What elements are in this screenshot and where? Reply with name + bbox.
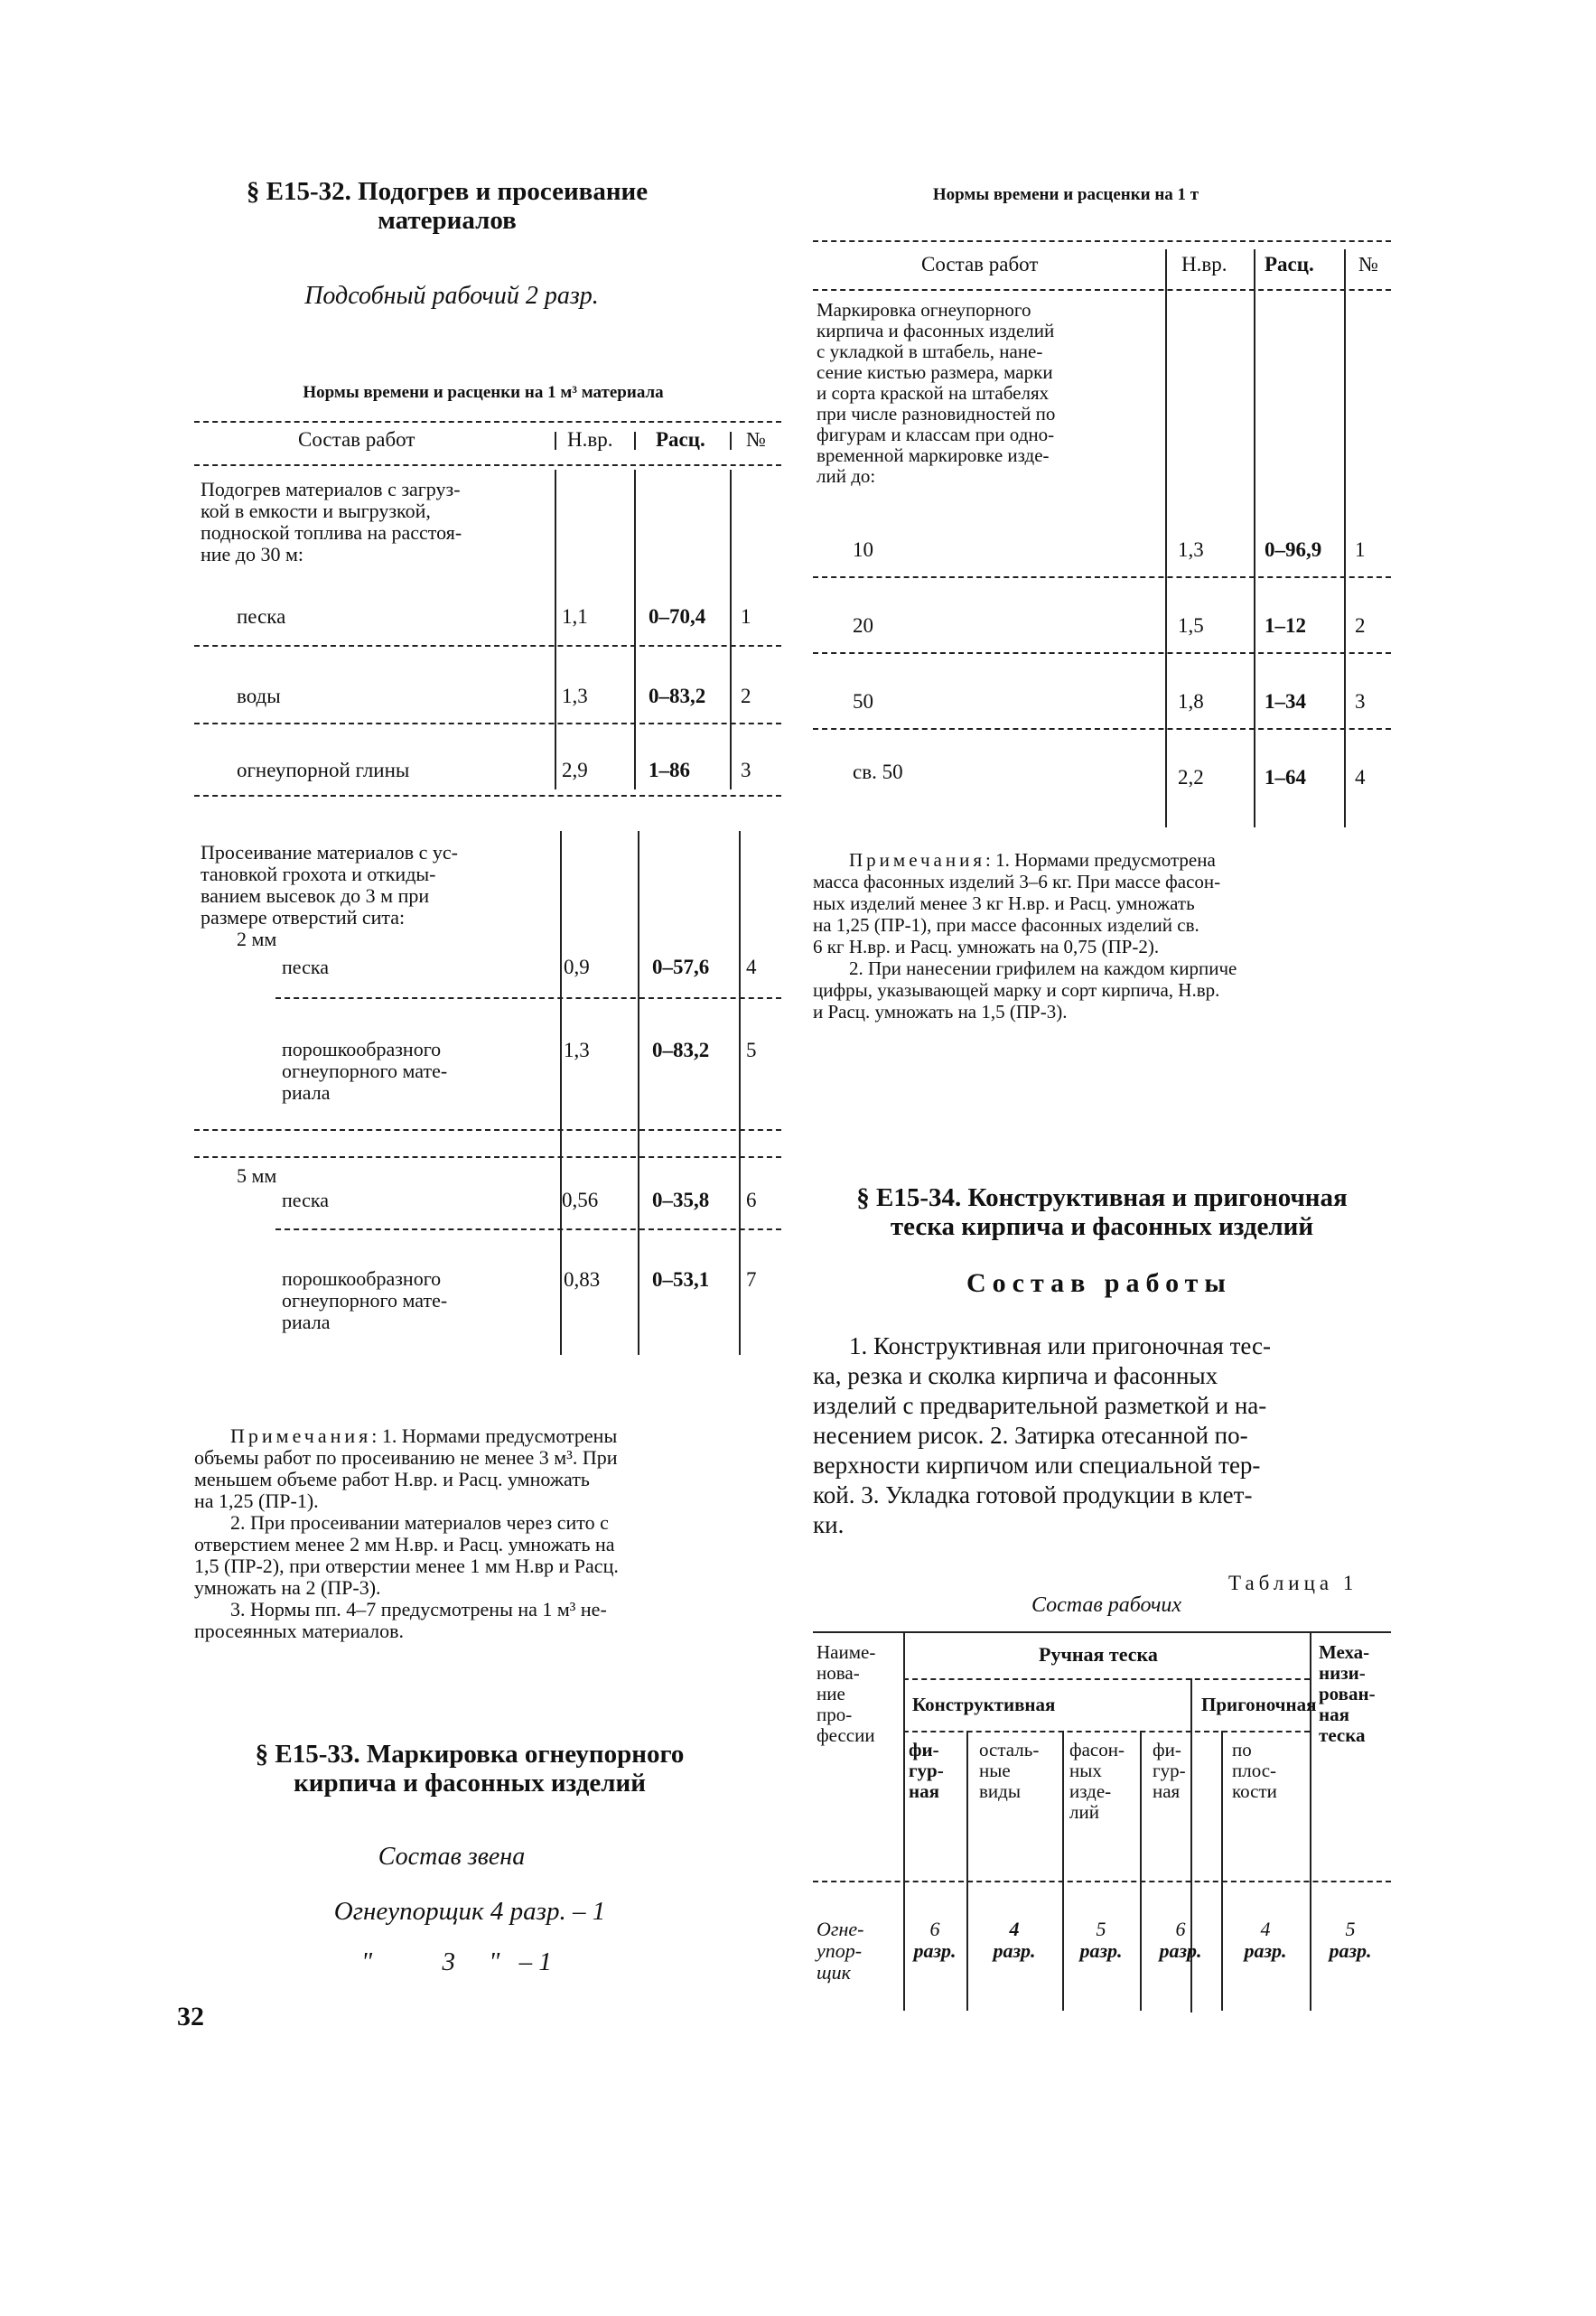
s34-col-profession-line: про-: [817, 1704, 853, 1725]
s34-row-label-line: щик: [817, 1961, 851, 1984]
s34-row-value-num: 5: [1096, 1918, 1106, 1940]
s33-desc-line: кирпича и фасонных изделий: [817, 320, 1055, 341]
s33-row-rasc: 0–96,9: [1265, 538, 1322, 561]
s32-group1-line: подноской топлива на расстоя-: [201, 521, 462, 544]
s34-col-profession-line: нова-: [817, 1662, 860, 1684]
s33-crew-line2: [361, 1947, 552, 1977]
s32-notes-line: отверстием менее 2 мм Н.вр. и Расц. умножать на: [194, 1533, 615, 1555]
s34-row-value-unit: разр.: [1159, 1939, 1202, 1962]
s33-notes-line: 6 кг Н.вр. и Расц. умножать на 0,75 (ПР-2).: [813, 936, 1160, 957]
s32-th-nvr: Н.вр.: [567, 428, 613, 451]
s32-title-line2: материалов: [378, 206, 517, 235]
s34-col-profession-line: ние: [817, 1683, 845, 1704]
s34-row-value: [1140, 1919, 1221, 1962]
s32-sub-5mm: 5 мм: [237, 1164, 277, 1187]
s34-row-value-unit: разр.: [1079, 1939, 1123, 1962]
s33-row-rasc: 1–64: [1265, 766, 1306, 789]
s34-col-fitting: Пригоночная: [1201, 1694, 1317, 1715]
s32-sub-2mm: 2 мм: [237, 928, 277, 950]
s34-col-mech-line: низи-: [1319, 1662, 1366, 1684]
s32-notes-line: объемы работ по просеиванию не менее 3 м³. При: [194, 1446, 618, 1469]
s32-row-no: 6: [746, 1189, 757, 1211]
s32-group2-line: ванием высевок до 3 м при: [201, 884, 430, 907]
s33-desc-line: временной маркировке изде-: [817, 444, 1050, 466]
s34-sub-line: фасон-: [1069, 1739, 1125, 1760]
s34-sub-figured: [909, 1740, 944, 1802]
s32-row-nvr: 1,3: [562, 685, 588, 707]
s34-table-title: Состав рабочих: [1031, 1593, 1182, 1617]
s32-notes-line: 2. При просеивании материалов через сито с: [230, 1511, 609, 1534]
s32-row-label-line: порошкообразного: [282, 1038, 442, 1060]
s32-th-rasc: Расц.: [656, 428, 705, 451]
s32-row-nvr: 0,83: [564, 1268, 601, 1291]
s33-desc-line: и сорта краской на штабелях: [817, 382, 1050, 404]
s34-body-line: кой. 3. Укладка готовой продукции в клет-: [813, 1481, 1253, 1508]
s33-crew-ditto: ": [361, 1947, 373, 1976]
s32-row-rasc: 0–35,8: [652, 1189, 710, 1211]
s32-group1-line: кой в емкости и выгрузкой,: [201, 500, 431, 522]
s32-row-rasc: 0–57,6: [652, 956, 710, 978]
s34-body-line: 1. Конструктивная или пригоночная тес-: [849, 1332, 1272, 1359]
s32-row-label-line: порошкообразного: [282, 1267, 442, 1290]
s34-sub-line: гур-: [1153, 1760, 1186, 1781]
s32-title: [163, 177, 732, 235]
s32-group1-line: ние до 30 м:: [201, 543, 304, 565]
s33-crew-count: – 1: [518, 1947, 552, 1976]
s34-sub-figured-fit: [1153, 1740, 1186, 1802]
s33-th-no: №: [1358, 253, 1378, 275]
s32-row-label: песка: [237, 605, 286, 628]
s33-desc-line: с укладкой в штабель, нане-: [817, 341, 1043, 362]
s32-row-rasc: 1–86: [649, 759, 690, 781]
s32-row-nvr: 2,9: [562, 759, 588, 781]
s34-row-value-num: 4: [1260, 1918, 1271, 1940]
s33-notes-line: на 1,25 (ПР-1), при массе фасонных изделий св.: [813, 914, 1199, 936]
s33-row-nvr: 1,3: [1178, 538, 1204, 561]
s34-sub-plane: [1232, 1740, 1277, 1802]
s32-group1-line: Подогрев материалов с загруз-: [201, 478, 461, 500]
s32-group2-desc: [201, 842, 562, 929]
s34-body-line: изделий с предварительной разметкой и на-: [813, 1392, 1267, 1419]
s34-work-title: Состав работы: [966, 1268, 1232, 1298]
s33-notes-line: : 1. Нормами предусмотрена: [985, 849, 1216, 871]
s32-row-label: песка: [282, 956, 329, 978]
s33-row-rasc: 1–12: [1265, 614, 1306, 637]
s32-row-no: 3: [741, 759, 751, 781]
s34-col-profession-line: Наиме-: [817, 1641, 876, 1663]
s33-title-line1: § Е15-33. Маркировка огнеупорного: [255, 1740, 685, 1769]
s34-col-profession-line: фессии: [817, 1724, 875, 1746]
s34-row-value-unit: разр.: [1244, 1939, 1287, 1962]
s33-row-label: 10: [853, 538, 873, 561]
s32-row-label: песка: [282, 1189, 329, 1211]
s34-sub-other: [979, 1740, 1039, 1802]
s34-col-mech-line: ная: [1319, 1704, 1349, 1725]
s34-body: [813, 1331, 1391, 1540]
s34-sub-line: по: [1232, 1739, 1252, 1760]
s33-title-line2: кирпича и фасонных изделий: [294, 1769, 646, 1798]
s34-row-label: [817, 1919, 863, 1984]
s34-sub-shaped: [1069, 1740, 1125, 1823]
s32-notes-line: : 1. Нормами предусмотрены: [371, 1424, 618, 1447]
s34-row-value-num: 6: [1175, 1918, 1186, 1940]
s34-body-line: ка, резка и сколка кирпича и фасонных: [813, 1362, 1218, 1389]
s32-row-rasc: 0–53,1: [652, 1268, 710, 1291]
s32-row-no: 4: [746, 956, 757, 978]
s32-notes-line: умножать на 2 (ПР-3).: [194, 1576, 381, 1599]
s34-sub-line: ных: [1069, 1760, 1102, 1781]
s32-notes-line: меньшем объеме работ Н.вр. и Расц. умножать: [194, 1468, 590, 1490]
s33-row-no: 3: [1355, 690, 1366, 713]
s34-row-value: [1221, 1919, 1310, 1962]
s32-row-rasc: 0–83,2: [652, 1039, 710, 1061]
s33-table-caption: Нормы времени и расценки на 1 т: [932, 185, 1199, 204]
s33-notes-line: ных изделий менее 3 кг Н.вр. и Расц. умножать: [813, 892, 1195, 914]
s34-sub-line: ная: [909, 1780, 939, 1802]
s32-row-no: 2: [741, 685, 751, 707]
s32-group2-line: Просеивание материалов с ус-: [201, 841, 458, 864]
s33-desc: [817, 300, 1178, 487]
s34-sub-line: осталь-: [979, 1739, 1040, 1760]
s32-notes-label: Примечания: [230, 1424, 372, 1447]
s32-row-nvr: 0,9: [564, 956, 590, 978]
s32-row-label: [282, 1268, 447, 1333]
s32-row-label: воды: [237, 685, 281, 707]
s34-row-value: [903, 1919, 966, 1962]
s34-sub-line: фи-: [1153, 1739, 1181, 1760]
s32-notes: [194, 1425, 781, 1642]
s33-row-no: 2: [1355, 614, 1366, 637]
s33-desc-line: Маркировка огнеупорного: [817, 299, 1031, 321]
s33-notes-line: и Расц. умножать на 1,5 (ПР-3).: [813, 1001, 1068, 1023]
s34-row-value-unit: разр.: [1329, 1939, 1372, 1962]
s34-row-value: [1310, 1919, 1391, 1962]
s32-th-work: Состав работ: [298, 428, 415, 451]
s34-col-profession: [817, 1642, 875, 1746]
s32-table-caption: Нормы времени и расценки на 1 м³ материала: [303, 383, 664, 402]
s33-th-work: Состав работ: [921, 253, 1039, 275]
s34-col-mech-line: теска: [1319, 1724, 1366, 1746]
s33-title: [163, 1740, 777, 1798]
s32-row-label: [282, 1039, 447, 1104]
s34-row-value-unit: разр.: [913, 1939, 957, 1962]
s32-th-no: №: [746, 428, 766, 451]
s33-notes-line: масса фасонных изделий 3–6 кг. При массе фасон-: [813, 871, 1221, 892]
s33-row-label: 50: [853, 690, 873, 713]
s32-row-rasc: 0–83,2: [649, 685, 706, 707]
s33-row-nvr: 1,5: [1178, 614, 1204, 637]
s33-desc-line: при числе разновидностей по: [817, 403, 1056, 425]
s34-table-label: Таблица 1: [1228, 1572, 1358, 1594]
s32-row-nvr: 1,3: [564, 1039, 590, 1061]
s34-row-value-num: 5: [1345, 1918, 1356, 1940]
s32-notes-line: на 1,25 (ПР-1).: [194, 1490, 319, 1512]
s34-body-line: ки.: [813, 1511, 845, 1538]
s32-notes-line: 3. Нормы пп. 4–7 предусмотрены на 1 м³ не-: [230, 1598, 607, 1620]
s34-row-label-line: Огне-: [817, 1918, 864, 1940]
s34-col-mech: [1319, 1642, 1376, 1746]
page-number: 32: [177, 2002, 204, 2031]
s34-body-line: верхности кирпичом или специальной тер-: [813, 1452, 1261, 1479]
s32-row-nvr: 0,56: [562, 1189, 599, 1211]
s34-title-line1: § Е15-34. Конструктивная и пригоночная: [856, 1183, 1348, 1212]
s34-sub-line: ные: [979, 1760, 1011, 1781]
s34-row-value: [966, 1919, 1062, 1962]
s33-row-no: 1: [1355, 538, 1366, 561]
s33-row-no: 4: [1355, 766, 1366, 789]
s34-sub-line: кости: [1232, 1780, 1277, 1802]
s32-notes-line: просеянных материалов.: [194, 1620, 405, 1642]
s33-th-nvr: Н.вр.: [1181, 253, 1227, 275]
s34-title: [795, 1183, 1409, 1241]
s32-row-no: 7: [746, 1268, 757, 1291]
s33-desc-line: фигурам и классам при одно-: [817, 424, 1055, 445]
s34-sub-line: ная: [1153, 1780, 1181, 1802]
s34-sub-line: плос-: [1232, 1760, 1277, 1781]
s33-row-label: св. 50: [853, 761, 903, 783]
s32-row-no: 5: [746, 1039, 757, 1061]
s34-row-value-num: 4: [1009, 1918, 1020, 1940]
s32-row-rasc: 0–70,4: [649, 605, 706, 628]
s33-crew-line1: Огнеупорщик 4 разр. – 1: [333, 1897, 606, 1926]
s33-row-nvr: 2,2: [1178, 766, 1204, 789]
s32-group1-desc: [201, 479, 571, 565]
s34-sub-line: фи-: [909, 1739, 939, 1760]
s32-row-label-line: огнеупорного мате-: [282, 1289, 448, 1312]
s32-title-line1: § Е15-32. Подогрев и просеивание: [246, 177, 649, 206]
s33-desc-line: лий до:: [817, 465, 876, 487]
s34-col-mech-line: Меха-: [1319, 1641, 1370, 1663]
s33-notes-line: цифры, указывающей марку и сорт кирпича, Н.вр.: [813, 979, 1220, 1001]
s32-row-nvr: 1,1: [562, 605, 588, 628]
s33-row-label: 20: [853, 614, 873, 637]
s33-notes: [813, 849, 1391, 1023]
s32-notes-line: 1,5 (ПР-2), при отверстии менее 1 мм Н.вр и Расц.: [194, 1555, 619, 1577]
s32-group2-line: размере отверстий сита:: [201, 906, 406, 929]
s33-notes-label: Примечания: [849, 849, 986, 871]
s33-crew-grade: 3: [442, 1947, 455, 1976]
s34-sub-line: лий: [1069, 1801, 1099, 1823]
s32-row-label-line: риала: [282, 1311, 331, 1333]
s34-sub-line: гур-: [909, 1760, 944, 1781]
s32-group2-line: тановкой грохота и откиды-: [201, 863, 436, 885]
s32-row-no: 1: [741, 605, 751, 628]
s32-row-label-line: риала: [282, 1081, 331, 1104]
s34-sub-line: изде-: [1069, 1780, 1112, 1802]
s33-crew-ditto: ": [489, 1947, 500, 1976]
s34-row-label-line: упор-: [817, 1939, 863, 1962]
s33-row-rasc: 1–34: [1265, 690, 1306, 713]
s34-col-constructive: Конструктивная: [912, 1694, 1056, 1715]
s34-row-value: [1062, 1919, 1140, 1962]
s34-row-value-num: 6: [929, 1918, 940, 1940]
s34-col-mech-line: рован-: [1319, 1683, 1376, 1704]
s32-worker: Подсобный рабочий 2 разр.: [304, 282, 599, 310]
s34-col-manual: Ручная теска: [1039, 1643, 1158, 1666]
s34-body-line: несением рисок. 2. Затирка отесанной по-: [813, 1422, 1248, 1449]
s33-crew-title: Состав звена: [378, 1843, 526, 1871]
s32-row-label-line: огнеупорного мате-: [282, 1060, 448, 1082]
s33-row-nvr: 1,8: [1178, 690, 1204, 713]
s32-row-label: огнеупорной глины: [237, 759, 410, 781]
s34-row-value-unit: разр.: [993, 1939, 1036, 1962]
s33-notes-line: 2. При нанесении грифилем на каждом кирпиче: [849, 957, 1237, 979]
s34-sub-line: виды: [979, 1780, 1021, 1802]
s34-title-line2: теска кирпича и фасонных изделий: [890, 1212, 1314, 1241]
s33-th-rasc: Расц.: [1265, 253, 1314, 275]
s33-desc-line: сение кистью размера, марки: [817, 361, 1053, 383]
